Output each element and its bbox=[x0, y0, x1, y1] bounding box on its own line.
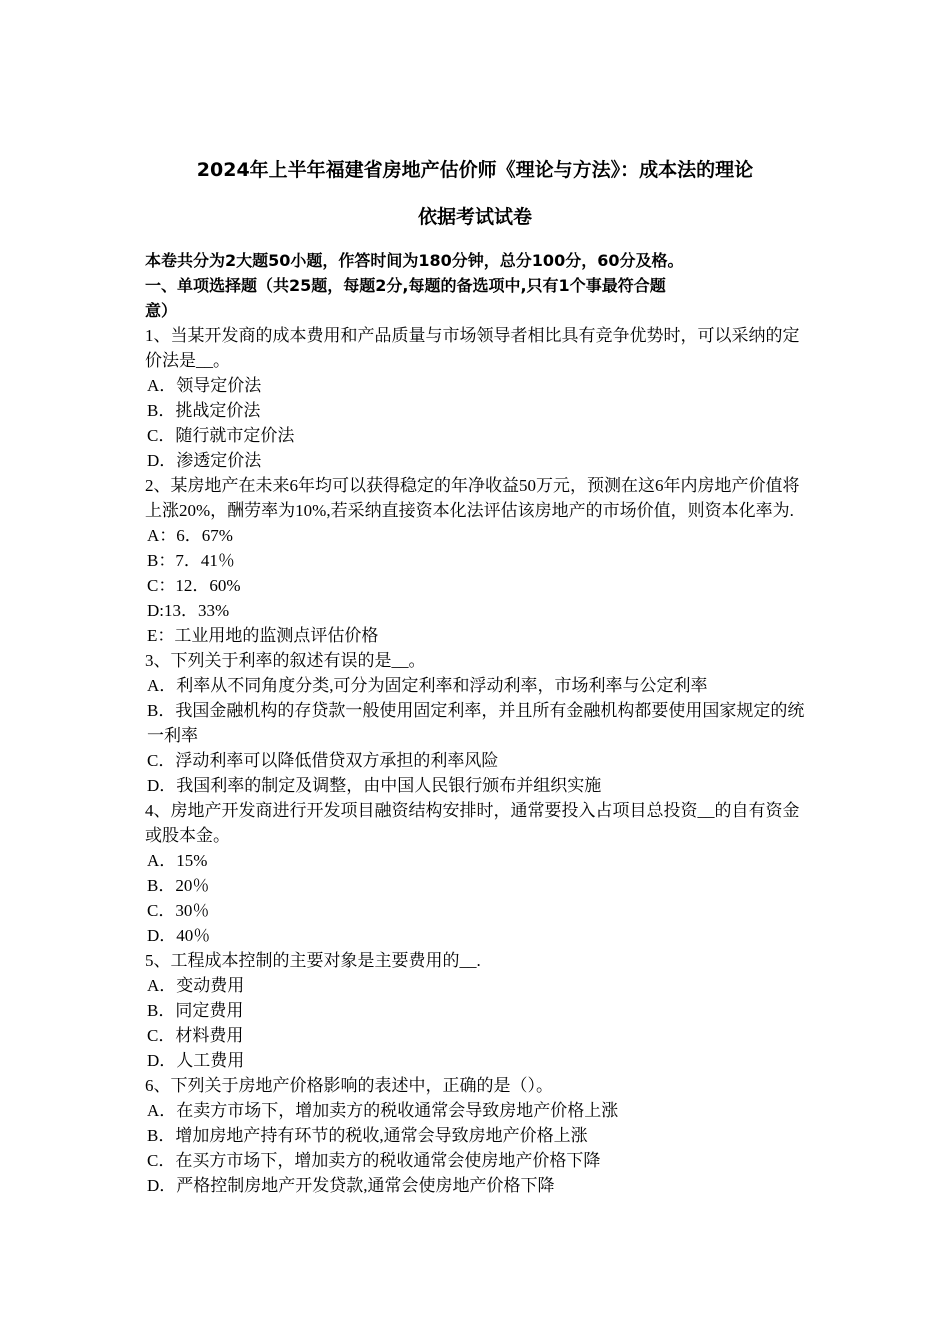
section-heading bbox=[145, 273, 810, 323]
section-heading-line1: 一、单项选择题（共25题，每题2分,每题的备选项中,只有1个事最符合题 bbox=[145, 276, 666, 295]
option: E：工业用地的监测点评估价格 bbox=[147, 626, 379, 645]
option: B：7．41％ bbox=[147, 551, 235, 570]
option: C．浮动利率可以降低借贷双方承担的利率风险 bbox=[147, 751, 499, 770]
option: D:13．33% bbox=[147, 601, 230, 620]
document-title-line2: 依据考试试卷 bbox=[417, 206, 532, 228]
question-stem: 1、当某开发商的成本费用和产品质量与市场领导者相比具有竞争优势时，可以采纳的定价法是__。 bbox=[145, 326, 800, 370]
question-4 bbox=[145, 798, 810, 948]
option: A．变动费用 bbox=[147, 976, 245, 995]
question-stem: 2、某房地产在未来6年均可以获得稳定的年净收益50万元，预测在这6年内房地产价值将上涨20%，酬劳率为10%,若采纳直接资本化法评估该房地产的市场价值，则资本化率为. bbox=[145, 476, 800, 520]
exam-intro: 本卷共分为2大题50小题，作答时间为180分钟，总分100分，60分及格。 bbox=[145, 251, 684, 270]
question-stem: 6、下列关于房地产价格影响的表述中，正确的是（）。 bbox=[145, 1076, 553, 1095]
question-stem: 3、下列关于利率的叙述有误的是__。 bbox=[145, 651, 426, 670]
option: D．我国利率的制定及调整，由中国人民银行颁布并组织实施 bbox=[147, 776, 602, 795]
option: C．随行就市定价法 bbox=[147, 426, 295, 445]
section-heading-line2: 意） bbox=[145, 301, 178, 320]
question-2 bbox=[145, 473, 810, 648]
question-3 bbox=[145, 648, 810, 798]
option: C．材料费用 bbox=[147, 1026, 244, 1045]
option: B．我国金融机构的存贷款一般使用固定利率，并且所有金融机构都要使用国家规定的统一利率 bbox=[147, 701, 805, 745]
option: B．增加房地产持有环节的税收,通常会导致房地产价格上涨 bbox=[147, 1126, 588, 1145]
question-stem: 5、工程成本控制的主要对象是主要费用的__. bbox=[145, 951, 481, 970]
option: A．15% bbox=[147, 851, 208, 870]
question-6 bbox=[145, 1073, 810, 1198]
option: B．挑战定价法 bbox=[147, 401, 261, 420]
option: A．在卖方市场下，增加卖方的税收通常会导致房地产价格上涨 bbox=[147, 1101, 619, 1120]
option: D．严格控制房地产开发贷款,通常会使房地产价格下降 bbox=[147, 1176, 555, 1195]
option: D．40％ bbox=[147, 926, 211, 945]
option: B．20％ bbox=[147, 876, 210, 895]
question-1 bbox=[145, 323, 810, 473]
option: A：6．67% bbox=[147, 526, 233, 545]
option: D．渗透定价法 bbox=[147, 451, 262, 470]
option: A．领导定价法 bbox=[147, 376, 262, 395]
question-5 bbox=[145, 948, 810, 1073]
option: B．同定费用 bbox=[147, 1001, 244, 1020]
option: C：12．60% bbox=[147, 576, 241, 595]
option: A．利率从不同角度分类,可分为固定利率和浮动利率，市场利率与公定利率 bbox=[147, 676, 708, 695]
question-stem: 4、房地产开发商进行开发项目融资结构安排时，通常要投入占项目总投资__的自有资金或股本金。 bbox=[145, 801, 800, 845]
option: C．30％ bbox=[147, 901, 210, 920]
document-body bbox=[145, 248, 810, 1198]
option: C．在买方市场下，增加卖方的税收通常会使房地产价格下降 bbox=[147, 1151, 601, 1170]
document-title-line1: 2024年上半年福建省房地产估价师《理论与方法》：成本法的理论 bbox=[196, 159, 754, 181]
option: D．人工费用 bbox=[147, 1051, 245, 1070]
